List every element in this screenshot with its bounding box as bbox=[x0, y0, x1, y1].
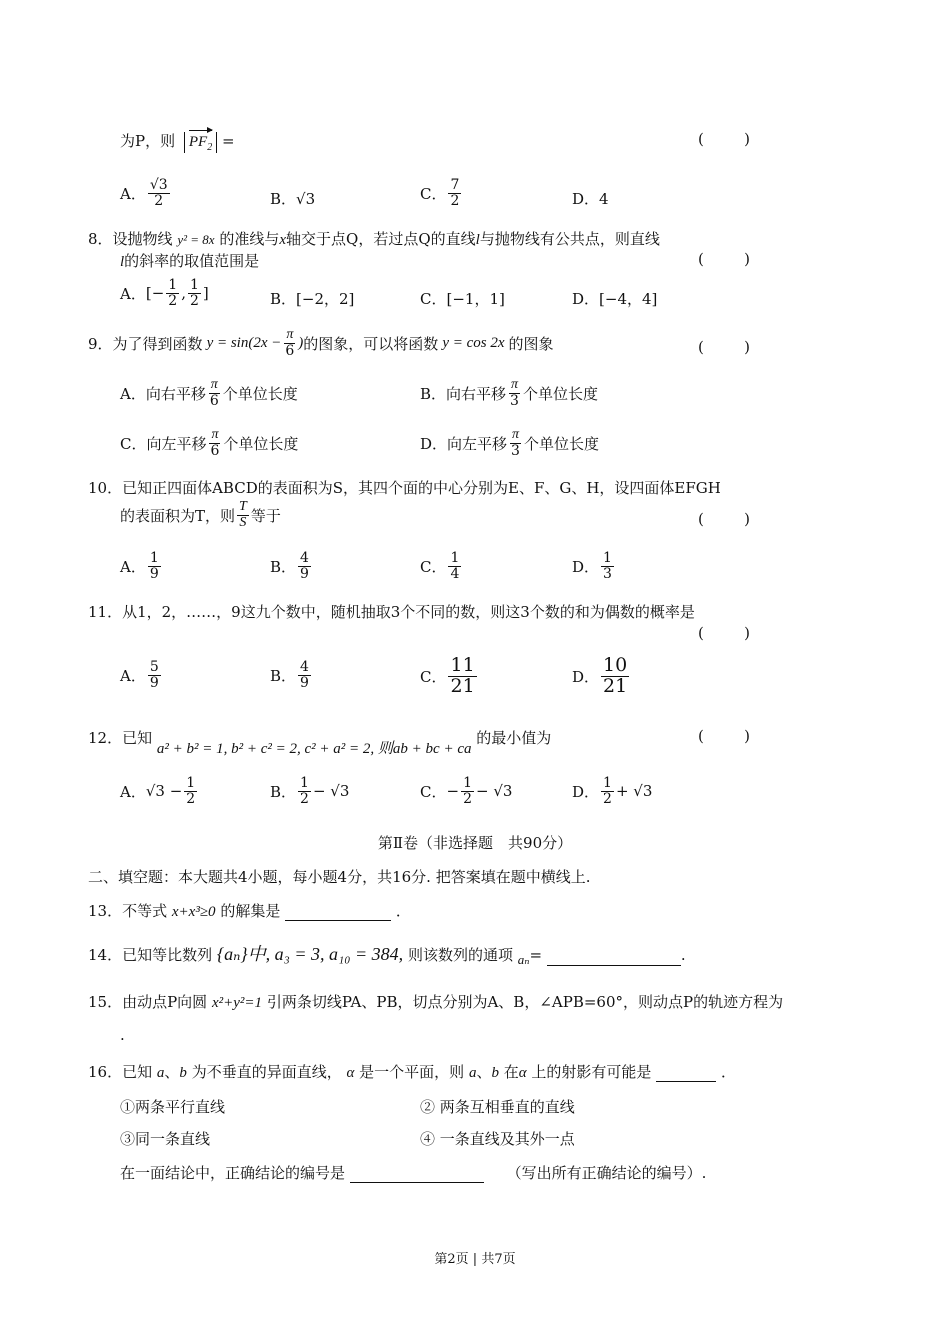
q12-option-b: B． $\frac{1}{2}$ − √3 bbox=[270, 775, 350, 807]
q9-option-a: A．向右平移 $\frac{\pi}{6}$ 个单位长度 bbox=[120, 377, 298, 409]
q10-option-c: C． $\frac{1}{4}$ bbox=[420, 550, 460, 582]
fraction: $\frac{11}{21}$ bbox=[450, 654, 475, 697]
q16-answer-blank[interactable] bbox=[656, 1065, 716, 1082]
fraction: $\frac{4}{9}$ bbox=[300, 659, 309, 691]
q7-answer-paren: ( ) bbox=[698, 130, 750, 148]
q15-line2: . bbox=[120, 1026, 125, 1044]
q9-stem: 9． 为了得到函数 y = sin(2x − $\frac{\pi}{6}$ ) 的图象，可以将函数 y = cos 2x 的图象 bbox=[88, 327, 554, 359]
q7-option-d: D． 4 bbox=[572, 189, 609, 208]
q10-stem-line2: 的表面积为T，则 $\frac{T}{S}$ 等于 bbox=[120, 499, 281, 530]
page-footer: 第2页 | 共7页 bbox=[434, 1252, 516, 1267]
q8-stem-line2: l的斜率的取值范围是 bbox=[120, 252, 260, 270]
fraction: $\frac{1}{2}$ bbox=[189, 277, 199, 309]
q7-text: 为P，则 bbox=[120, 132, 176, 150]
q7-option-c: C． $\frac{7}{2}$ bbox=[420, 177, 460, 209]
fraction: $\frac{1}{2}$ bbox=[603, 775, 612, 807]
q12-option-c: C． − $\frac{1}{2}$ − √3 bbox=[420, 775, 513, 807]
fraction: $\frac{\pi}{3}$ bbox=[511, 427, 520, 459]
q12-answer-paren: ( ) bbox=[698, 727, 750, 745]
fraction: $\frac{1}{2}$ bbox=[168, 277, 178, 309]
q12-option-a: A． √3 − $\frac{1}{2}$ bbox=[120, 775, 196, 807]
vector-arrow-icon bbox=[189, 130, 212, 131]
fraction: $\frac{1}{2}$ bbox=[300, 775, 309, 807]
fraction: $\frac{1}{3}$ bbox=[603, 550, 612, 582]
q11-option-b: B． $\frac{4}{9}$ bbox=[270, 659, 309, 691]
q7-option-a: A． $\frac{√3}{2}$ bbox=[120, 177, 168, 209]
q11-stem: 11．从1，2，……，9这九个数中，随机抽取3个不同的数，则这3个数的和为偶数的概率是 bbox=[88, 603, 695, 621]
q16-stem: 16．已知 a、b 为不垂直的异面直线， α 是一个平面，则 a、b 在α 上的射影有可能是 ． bbox=[88, 1063, 736, 1081]
q9-function-1: y = sin(2x − bbox=[206, 334, 282, 351]
fraction: $\frac{\pi}{6}$ bbox=[285, 327, 295, 359]
q12-equation: a² + b² = 1, b² + c² = 2, c² + a² = 2, 则ab + bc + ca bbox=[156, 741, 472, 757]
q8-option-d: D．[−4，4] bbox=[572, 290, 658, 308]
q10-option-a: A． $\frac{1}{9}$ bbox=[120, 550, 159, 582]
q16-conclusion-blank[interactable] bbox=[350, 1166, 484, 1183]
q9-answer-paren: ( ) bbox=[698, 338, 750, 356]
q14: 14．已知等比数列 {aₙ}中, a₃ = 3, a₁₀ = 384, 则该数列的通项 aₙ= . bbox=[88, 944, 686, 967]
part2-title: 第Ⅱ卷（非选择题 共90分） bbox=[377, 834, 573, 852]
fraction: $\frac{7}{2}$ bbox=[450, 177, 460, 209]
q7-option-b: B． √3 bbox=[270, 189, 316, 208]
fraction: $\frac{1}{9}$ bbox=[149, 550, 159, 582]
q11-option-a: A． $\frac{5}{9}$ bbox=[120, 659, 159, 691]
fraction: $\frac{4}{9}$ bbox=[300, 550, 309, 582]
q7-vector: $PF_2$ bbox=[189, 134, 212, 153]
q16-item-3: ③同一条直线 bbox=[120, 1130, 211, 1148]
fraction: $\frac{1}{4}$ bbox=[450, 550, 460, 582]
q14-sequence: {aₙ}中, a₃ = 3, a₁₀ = 384, bbox=[216, 944, 404, 964]
q7-vector-abs bbox=[184, 132, 217, 153]
fraction: $\frac{1}{2}$ bbox=[186, 775, 196, 807]
fraction: $\frac{1}{2}$ bbox=[463, 775, 472, 807]
q8-stem: 8．设抛物线 y² = 8x 的准线与x轴交于点Q，若过点Q的直线l与抛物线有公共点，则直线 bbox=[88, 230, 660, 248]
q13-inequality: x+x³≥0 bbox=[171, 904, 216, 920]
q13-answer-blank[interactable] bbox=[285, 904, 391, 921]
fraction: $\frac{T}{S}$ bbox=[239, 499, 247, 530]
q7-equals: = bbox=[221, 132, 235, 150]
q10-answer-paren: ( ) bbox=[698, 510, 750, 528]
q8-option-a: A． [− $\frac{1}{2}$ , $\frac{1}{2}$ ] bbox=[120, 277, 209, 309]
q13: 13．不等式 x+x³≥0 的解集是 ． bbox=[88, 902, 411, 920]
q8-answer-paren: ( ) bbox=[698, 250, 750, 268]
q16-item-2: ② 两条互相垂直的直线 bbox=[420, 1098, 575, 1116]
fraction: $\frac{10}{21}$ bbox=[603, 654, 628, 697]
fraction: $\frac{\pi}{3}$ bbox=[510, 377, 519, 409]
section2-heading: 二、填空题：本大题共4小题，每小题4分，共16分. 把答案填在题中横线上. bbox=[88, 868, 591, 886]
q9-function-2: y = cos 2x bbox=[442, 334, 505, 351]
fraction: $\frac{\pi}{6}$ bbox=[210, 427, 220, 459]
q11-option-d: D． $\frac{10}{21}$ bbox=[572, 654, 628, 697]
q14-answer-blank[interactable] bbox=[547, 949, 681, 966]
q16-item-4: ④ 一条直线及其外一点 bbox=[420, 1130, 575, 1148]
q10-option-b: B． $\frac{4}{9}$ bbox=[270, 550, 309, 582]
q7-continuation bbox=[120, 130, 235, 153]
fraction: $\frac{√3}{2}$ bbox=[149, 177, 168, 209]
q10-stem: 10．已知正四面体ABCD的表面积为S，其四个面的中心分别为E、F、G、H，设四面体EFGH bbox=[88, 479, 721, 497]
q9-option-b: B．向右平移 $\frac{\pi}{3}$ 个单位长度 bbox=[420, 377, 598, 409]
q9-option-c: C．向左平移 $\frac{\pi}{6}$ 个单位长度 bbox=[120, 427, 299, 459]
q16-item-1: ①两条平行直线 bbox=[120, 1098, 226, 1116]
fraction: $\frac{5}{9}$ bbox=[149, 659, 159, 691]
q8-equation: y² = 8x bbox=[177, 232, 215, 247]
q9-option-d: D．向左平移 $\frac{\pi}{3}$ 个单位长度 bbox=[420, 427, 599, 459]
q12-stem: 12．已知 a² + b² = 1, b² + c² = 2, c² + a² = 2, 则ab + bc + ca 的最小值为 bbox=[88, 729, 552, 757]
q15: 15．由动点P向圆 x²+y²=1 引两条切线PA、PB，切点分别为A、B，∠APB=60°，则动点P的轨迹方程为 bbox=[88, 993, 784, 1011]
q15-circle: x²+y²=1 bbox=[211, 995, 263, 1011]
fraction: $\frac{\pi}{6}$ bbox=[209, 377, 219, 409]
q11-option-c: C． $\frac{11}{21}$ bbox=[420, 654, 475, 697]
q8-option-c: C．[−1，1] bbox=[420, 290, 505, 308]
q16-conclusion: 在一面结论中，正确结论的编号是 （写出所有正确结论的编号）. bbox=[120, 1164, 707, 1182]
q10-option-d: D． $\frac{1}{3}$ bbox=[572, 550, 612, 582]
q8-option-b: B．[−2，2] bbox=[270, 290, 355, 308]
q12-option-d: D． $\frac{1}{2}$ + √3 bbox=[572, 775, 653, 807]
q11-answer-paren: ( ) bbox=[698, 624, 750, 642]
